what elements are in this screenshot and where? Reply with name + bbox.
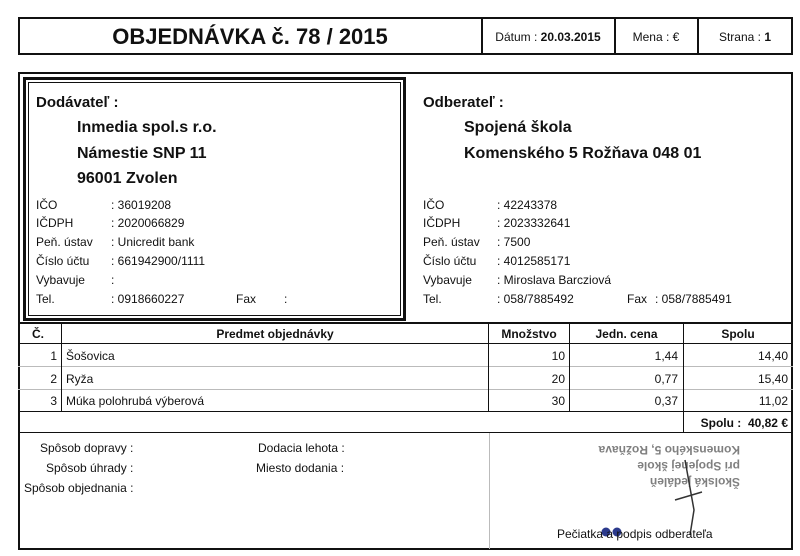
- supplier-fax-label: Fax: [236, 292, 257, 306]
- page-label: Strana :: [718, 30, 761, 44]
- supplier-account: : 661942900/1111: [111, 254, 206, 268]
- row-number: 2: [50, 372, 57, 386]
- col-header-qty: Množstvo: [501, 327, 557, 341]
- customer-address: Komenského 5 Rožňava 048 01: [464, 145, 702, 162]
- row-rule: [18, 366, 793, 367]
- signature: [590, 440, 720, 540]
- supplier-bank: : Unicredit bank: [111, 235, 195, 249]
- row-price: 0,37: [654, 394, 678, 408]
- supplier-contact-label: Vybavuje: [36, 273, 85, 287]
- customer-contact: : Miroslava Barcziová: [497, 273, 612, 287]
- row-rule: [18, 411, 793, 412]
- supplier-tel: : 0918660227: [111, 292, 185, 306]
- col-header-total: Spolu: [721, 327, 755, 341]
- col-header-number: Č.: [32, 327, 44, 341]
- customer-bank: : 7500: [497, 235, 531, 249]
- delivery-place-label: Miesto dodania :: [256, 461, 345, 475]
- section-divider: [18, 322, 793, 324]
- page-field: [699, 18, 791, 54]
- row-qty: 10: [551, 349, 565, 363]
- row-total: 11,02: [758, 394, 788, 408]
- currency-label: Mena :: [632, 30, 670, 44]
- row-rule: [18, 389, 793, 390]
- stamp-line: Komenského 5, Rožňava: [598, 443, 740, 457]
- customer-account: : 4012585171: [497, 254, 571, 268]
- supplier-icdph-label: IČDPH: [36, 216, 74, 230]
- supplier-fax: :: [284, 292, 288, 306]
- customer-ico-label: IČO: [423, 198, 445, 212]
- customer-icdph-label: IČDPH: [423, 216, 461, 230]
- grand-total-value: 40,82 €: [747, 416, 788, 430]
- row-item: Múka polohrubá výberová: [66, 394, 205, 408]
- col-header-item: Predmet objednávky: [216, 327, 334, 341]
- row-qty: 30: [551, 394, 565, 408]
- shipping-method-label: Spôsob dopravy :: [40, 441, 134, 455]
- supplier-ico-label: IČO: [36, 198, 58, 212]
- row-number: 1: [50, 349, 57, 363]
- customer-fax-label: Fax: [627, 292, 648, 306]
- row-total: 14,40: [757, 349, 788, 363]
- row-price: 0,77: [654, 372, 678, 386]
- delivery-time-label: Dodacia lehota :: [258, 441, 345, 455]
- supplier-label: Dodávateľ :: [36, 94, 119, 111]
- date-label: Dátum :: [495, 30, 538, 44]
- currency-value: €: [672, 30, 680, 44]
- customer-fax: : 058/7885491: [655, 292, 732, 306]
- customer-label: Odberateľ :: [423, 94, 504, 111]
- supplier-city: 96001 Zvolen: [77, 170, 178, 187]
- customer-tel: : 058/7885492: [497, 292, 574, 306]
- page-value: 1: [764, 30, 772, 44]
- row-item: Ryža: [66, 372, 94, 386]
- footer-divider: [489, 433, 490, 549]
- customer-contact-label: Vybavuje: [423, 273, 472, 287]
- date-field: [483, 18, 613, 54]
- row-total: 15,40: [757, 372, 788, 386]
- document-title: OBJEDNÁVKA č. 78 / 2015: [112, 24, 388, 49]
- signature-label: Pečiatka a podpis odberateľa: [557, 527, 713, 541]
- supplier-bank-label: Peň. ústav: [36, 235, 93, 249]
- customer-tel-label: Tel.: [423, 292, 442, 306]
- stamp-line: pri Spojenej škole: [637, 459, 740, 473]
- currency-field: [616, 18, 696, 54]
- supplier-ico: : 36019208: [111, 198, 172, 212]
- supplier-street: Námestie SNP 11: [77, 145, 207, 162]
- col-header-price: Jedn. cena: [595, 327, 658, 341]
- supplier-name: Inmedia spol.s r.o.: [77, 119, 217, 136]
- row-number: 3: [50, 394, 57, 408]
- row-price: 1,44: [654, 349, 678, 363]
- supplier-tel-label: Tel.: [36, 292, 55, 306]
- table-header-rule: [18, 343, 793, 344]
- customer-name: Spojená škola: [464, 119, 572, 136]
- supplier-account-label: Číslo účtu: [36, 254, 90, 268]
- stamp-line: Školská jedáleň: [649, 475, 740, 489]
- customer-bank-label: Peň. ústav: [423, 235, 480, 249]
- supplier-icdph: : 2020066829: [111, 216, 185, 230]
- customer-ico: : 42243378: [497, 198, 558, 212]
- row-qty: 20: [551, 372, 565, 386]
- row-item: Šošovica: [66, 349, 115, 363]
- customer-icdph: : 2023332641: [497, 216, 571, 230]
- order-method-label: Spôsob objednania :: [24, 481, 134, 495]
- grand-total-label: Spolu :: [700, 416, 742, 430]
- date-value: 20.03.2015: [540, 30, 601, 44]
- supplier-contact: :: [111, 273, 115, 287]
- payment-method-label: Spôsob úhrady :: [46, 461, 134, 475]
- customer-account-label: Číslo účtu: [423, 254, 477, 268]
